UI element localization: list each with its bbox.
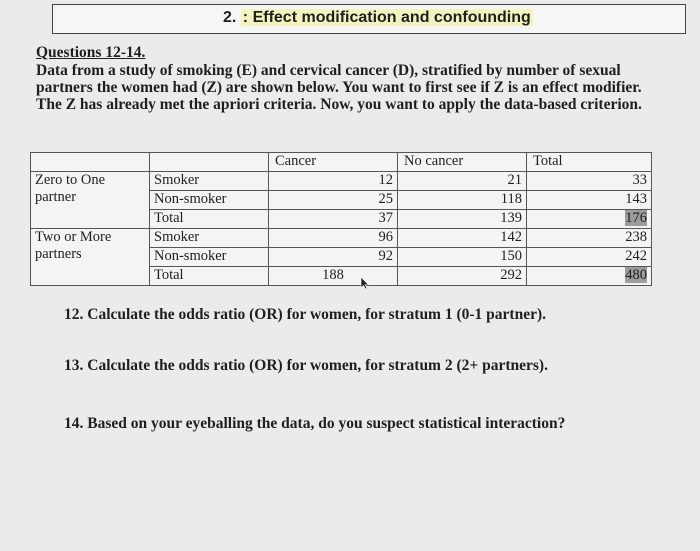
cancer-cell: 92 (269, 248, 398, 267)
cancer-cell: 37 (269, 210, 398, 229)
intro-line: partners the women had (Z) are shown below. You want to first see if Z is an effect modifier. (36, 79, 642, 96)
question-13: 13. Calculate the odds ratio (OR) for women, for stratum 2 (2+ partners). (64, 357, 548, 374)
no-cancer-cell: 21 (398, 172, 527, 191)
exposure-cell: Total (150, 210, 269, 229)
no-cancer-cell: 142 (398, 229, 527, 248)
cancer-cell: 25 (269, 191, 398, 210)
intro-line: Data from a study of smoking (E) and cervical cancer (D), stratified by number of sexual (36, 62, 621, 79)
exposure-cell: Smoker (150, 172, 269, 191)
exposure-cell: Total (150, 267, 269, 286)
table-row (31, 229, 652, 248)
cancer-cell: 12 (269, 172, 398, 191)
table-header-row (31, 153, 652, 172)
header-no-cancer: No cancer (398, 153, 527, 172)
exposure-cell: Non-smoker (150, 248, 269, 267)
total-cell (527, 267, 652, 286)
stratified-data-table (30, 152, 652, 286)
section-header-box (52, 4, 686, 34)
section-number: 2. (223, 9, 237, 26)
no-cancer-cell: 139 (398, 210, 527, 229)
exposure-cell: Smoker (150, 229, 269, 248)
total-cell: 33 (527, 172, 652, 191)
total-cell (527, 210, 652, 229)
cancer-cell: 96 (269, 229, 398, 248)
cancer-cell: 188 (269, 267, 398, 286)
exposure-cell: Non-smoker (150, 191, 269, 210)
stratum-label-line: partners (35, 246, 82, 262)
no-cancer-cell: 150 (398, 248, 527, 267)
question-12: 12. Calculate the odds ratio (OR) for women, for stratum 1 (0-1 partner). (64, 306, 546, 323)
section-title (223, 9, 533, 27)
header-empty-cell (150, 153, 269, 172)
total-cell: 238 (527, 229, 652, 248)
highlighted-total: 176 (625, 210, 647, 226)
mouse-pointer-icon (360, 276, 370, 290)
header-empty-cell (31, 153, 150, 172)
question-14: 14. Based on your eyeballing the data, do you suspect statistical interaction? (64, 415, 566, 432)
no-cancer-cell: 292 (398, 267, 527, 286)
stratum-label (31, 172, 150, 229)
questions-heading: Questions 12-14. (36, 44, 146, 61)
total-cell: 242 (527, 248, 652, 267)
stratum-label (31, 229, 150, 286)
section-title-text: : Effect modification and confounding (242, 9, 531, 26)
stratum-label-line: partner (35, 189, 77, 205)
intro-paragraph (36, 62, 676, 113)
stratum-label-line: Zero to One (35, 172, 106, 188)
intro-line: The Z has already met the apriori criteria. Now, you want to apply the data-based criterion. (36, 96, 642, 113)
no-cancer-cell: 118 (398, 191, 527, 210)
stratum-label-line: Two or More (35, 229, 112, 245)
highlighted-total: 480 (625, 267, 647, 283)
header-total: Total (527, 153, 652, 172)
header-cancer: Cancer (269, 153, 398, 172)
total-cell: 143 (527, 191, 652, 210)
table-row (31, 172, 652, 191)
